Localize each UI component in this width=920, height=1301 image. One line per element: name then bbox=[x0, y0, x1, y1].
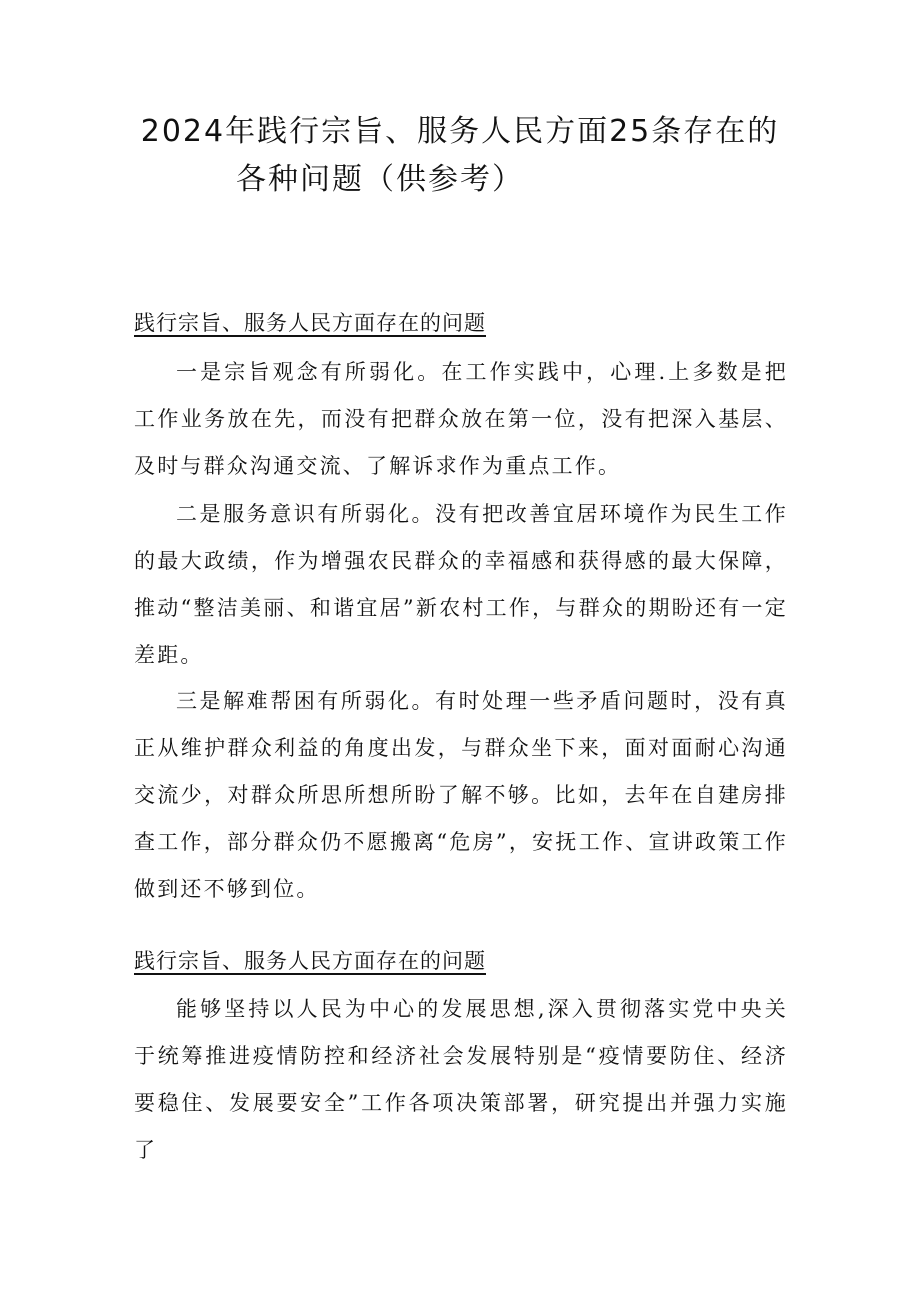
document-title-line-1: 2024年践行宗旨、服务人民方面25条存在的 bbox=[140, 114, 780, 149]
paragraph-1: 一是宗旨观念有所弱化。在工作实践中，心理.上多数是把工作业务放在先，而没有把群众放在第一位，没有把深入基层、及时与群众沟通交流、了解诉求作为重点工作。 bbox=[134, 360, 788, 478]
section-heading-1: 践行宗旨、服务人民方面存在的问题 bbox=[134, 311, 486, 335]
document-title-line-2: 各种问题（供参考） bbox=[236, 162, 524, 197]
paragraph-4: 能够坚持以人民为中心的发展思想,深入贯彻落实党中央关于统筹推进疫情防控和经济社会发展特别是“疫情要防住、经济要稳住、发展要安全”工作各项决策部署，研究提出并强力实施了 bbox=[134, 997, 788, 1162]
section-heading-2: 践行宗旨、服务人民方面存在的问题 bbox=[134, 949, 486, 973]
paragraph-3: 三是解难帮困有所弱化。有时处理一些矛盾问题时，没有真正从维护群众利益的角度出发，与群众坐下来，面对面耐心沟通交流少，对群众所思所想所盼了解不够。比如，去年在自建房排查工作，部分群众仍不愿搬离“危房”，安抚工作、宣讲政策工作做到还不够到位。 bbox=[134, 689, 788, 901]
paragraph-2: 二是服务意识有所弱化。没有把改善宜居环境作为民生工作的最大政绩，作为增强农民群众的幸福感和获得感的最大保障，推动“整洁美丽、和谐宜居”新农村工作，与群众的期盼还有一定差距。 bbox=[134, 502, 788, 667]
